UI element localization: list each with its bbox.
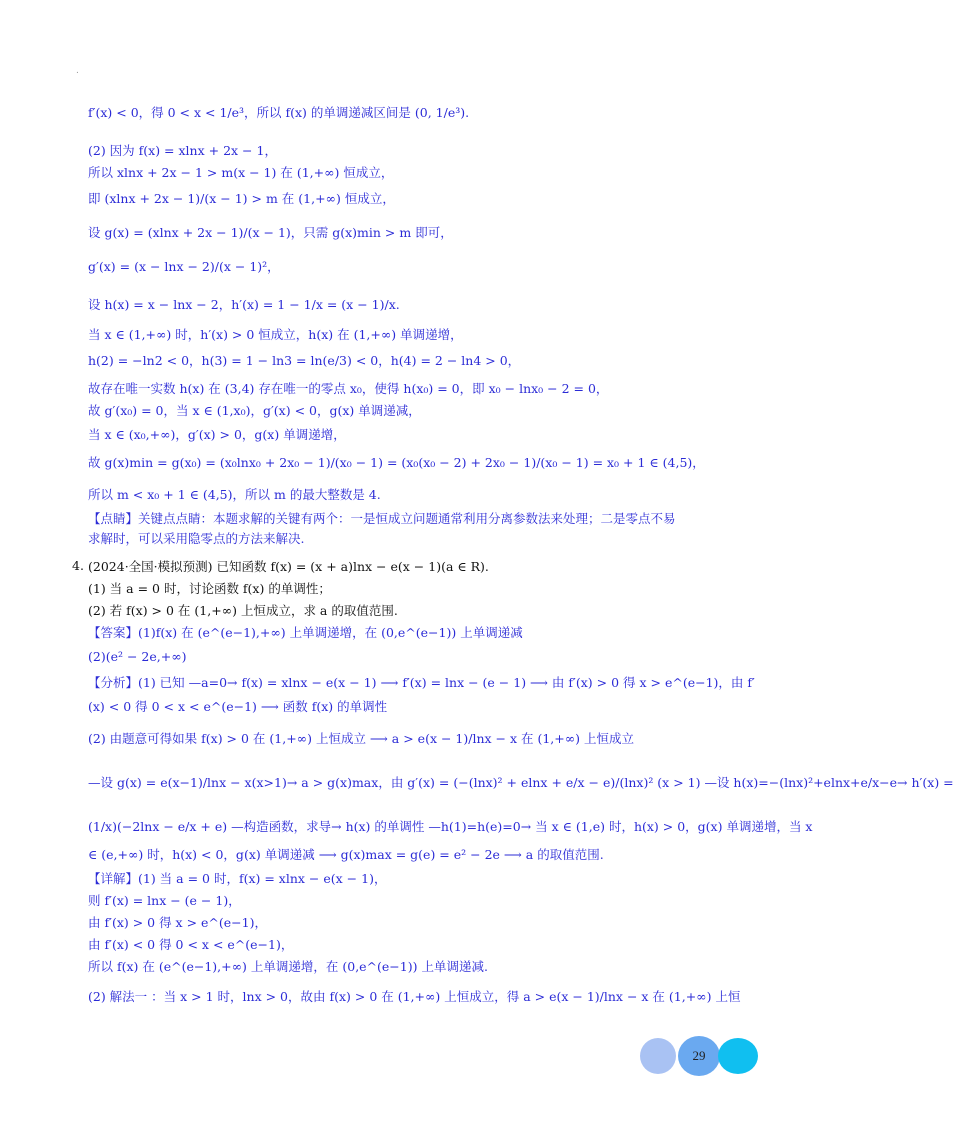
solution-line: f′(x) < 0，得 0 < x < 1/e³，所以 f(x) 的单调递减区间是 (0, 1/e³).: [88, 105, 470, 120]
analysis-line: (x) < 0 得 0 < x < e^(e−1) ⟶ 函数 f(x) 的单调性: [88, 699, 388, 714]
detail-line: (2) 解法一 ：当 x > 1 时，lnx > 0，故由 f(x) > 0 在 (1,+∞) 上恒成立，得 a > e(x − 1)/lnx − x 在 (1,+∞) 上恒: [88, 989, 741, 1004]
solution-line: 当 x ∈ (1,+∞) 时，h′(x) > 0 恒成立，h(x) 在 (1,+∞) 单调递增，: [88, 327, 463, 342]
detail-line: 所以 f(x) 在 (e^(e−1),+∞) 上单调递增，在 (0,e^(e−1)) 上单调递减.: [88, 959, 488, 974]
solution-line: 所以 xlnx + 2x − 1 > m(x − 1) 在 (1,+∞) 恒成立，: [88, 165, 394, 180]
solution-line: 设 h(x) = x − lnx − 2，h′(x) = 1 − 1/x = (x − 1)/x.: [88, 297, 400, 312]
note-line: 求解时，可以采用隐零点的方法来解决.: [88, 531, 305, 546]
analysis-line: 【分析】(1) 已知 —a=0→ f(x) = xlnx − e(x − 1) ⟶ f′(x) = lnx − (e − 1) ⟶ 由 f′(x) > 0 得 x > e^(e−1)，由 f′: [88, 675, 755, 690]
answer-line: 【答案】(1)f(x) 在 (e^(e−1),+∞) 上单调递增，在 (0,e^(e−1)) 上单调递减: [88, 625, 523, 640]
problem-q1: (1) 当 a = 0 时，讨论函数 f(x) 的单调性；: [88, 581, 331, 596]
solution-line: (2) 因为 f(x) = xlnx + 2x − 1，: [88, 143, 277, 158]
solution-line: 故存在唯一实数 h(x) 在 (3,4) 存在唯一的零点 x₀，使得 h(x₀) = 0，即 x₀ − lnx₀ − 2 = 0，: [88, 381, 609, 396]
note-line: 【点睛】关键点点睛：本题求解的关键有两个：一是恒成立问题通常利用分离参数法来处理；二是零点不易: [88, 511, 676, 526]
analysis-line: (2) 由题意可得如果 f(x) > 0 在 (1,+∞) 上恒成立 ⟶ a > e(x − 1)/lnx − x 在 (1,+∞) 上恒成立: [88, 731, 635, 746]
top-mark: .: [76, 66, 79, 76]
solution-line: 即 (xlnx + 2x − 1)/(x − 1) > m 在 (1,+∞) 恒成立，: [88, 191, 395, 206]
badge-circle-left: [640, 1038, 676, 1074]
analysis-line: —设 g(x) = e(x−1)/lnx − x(x>1)→ a > g(x)max，由 g′(x) = (−(lnx)² + elnx + e/x − e)/(lnx)² (x > 1) —设 h(x)=−(lnx)²+elnx+e/x−e→ h′(x) =: [88, 775, 954, 790]
answer-line: (2)(e² − 2e,+∞): [88, 649, 187, 664]
analysis-line: ∈ (e,+∞) 时，h(x) < 0，g(x) 单调递减 ⟶ g(x)max = g(e) = e² − 2e ⟶ a 的取值范围.: [88, 847, 604, 862]
page-number-badge: [640, 1036, 758, 1076]
problem-stem: (2024·全国·模拟预测) 已知函数 f(x) = (x + a)lnx − e(x − 1)(a ∈ R).: [88, 559, 489, 574]
solution-line: g′(x) = (x − lnx − 2)/(x − 1)²，: [88, 259, 280, 274]
solution-line: 当 x ∈ (x₀,+∞)，g′(x) > 0，g(x) 单调递增，: [88, 427, 346, 442]
badge-circle-right: [718, 1038, 758, 1074]
solution-line: 设 g(x) = (xlnx + 2x − 1)/(x − 1)，只需 g(x)min > m 即可，: [88, 225, 453, 240]
solution-line: 故 g′(x₀) = 0，当 x ∈ (1,x₀)，g′(x) < 0，g(x) 单调递减，: [88, 403, 421, 418]
solution-line: 故 g(x)min = g(x₀) = (x₀lnx₀ + 2x₀ − 1)/(x₀ − 1) = (x₀(x₀ − 2) + 2x₀ − 1)/(x₀ − 1) = x₀ + 1 ∈ (4,5)，: [88, 455, 705, 470]
detail-line: 由 f′(x) > 0 得 x > e^(e−1)，: [88, 915, 267, 930]
problem-q2: (2) 若 f(x) > 0 在 (1,+∞) 上恒成立，求 a 的取值范围.: [88, 603, 398, 618]
detail-line: 【详解】(1) 当 a = 0 时，f(x) = xlnx − e(x − 1)，: [88, 871, 387, 886]
page-number: 29: [692, 1048, 706, 1063]
problem-number: 4.: [72, 558, 84, 573]
detail-line: 则 f′(x) = lnx − (e − 1)，: [88, 893, 241, 908]
detail-line: 由 f′(x) < 0 得 0 < x < e^(e−1)，: [88, 937, 294, 952]
analysis-line: (1/x)(−2lnx − e/x + e) —构造函数，求导→ h(x) 的单调性 —h(1)=h(e)=0→ 当 x ∈ (1,e) 时，h(x) > 0，g(x) 单调递增，当 x: [88, 819, 813, 834]
solution-line: h(2) = −ln2 < 0，h(3) = 1 − ln3 = ln(e/3) < 0，h(4) = 2 − ln4 > 0，: [88, 353, 521, 368]
solution-line: 所以 m < x₀ + 1 ∈ (4,5)，所以 m 的最大整数是 4.: [88, 487, 381, 502]
